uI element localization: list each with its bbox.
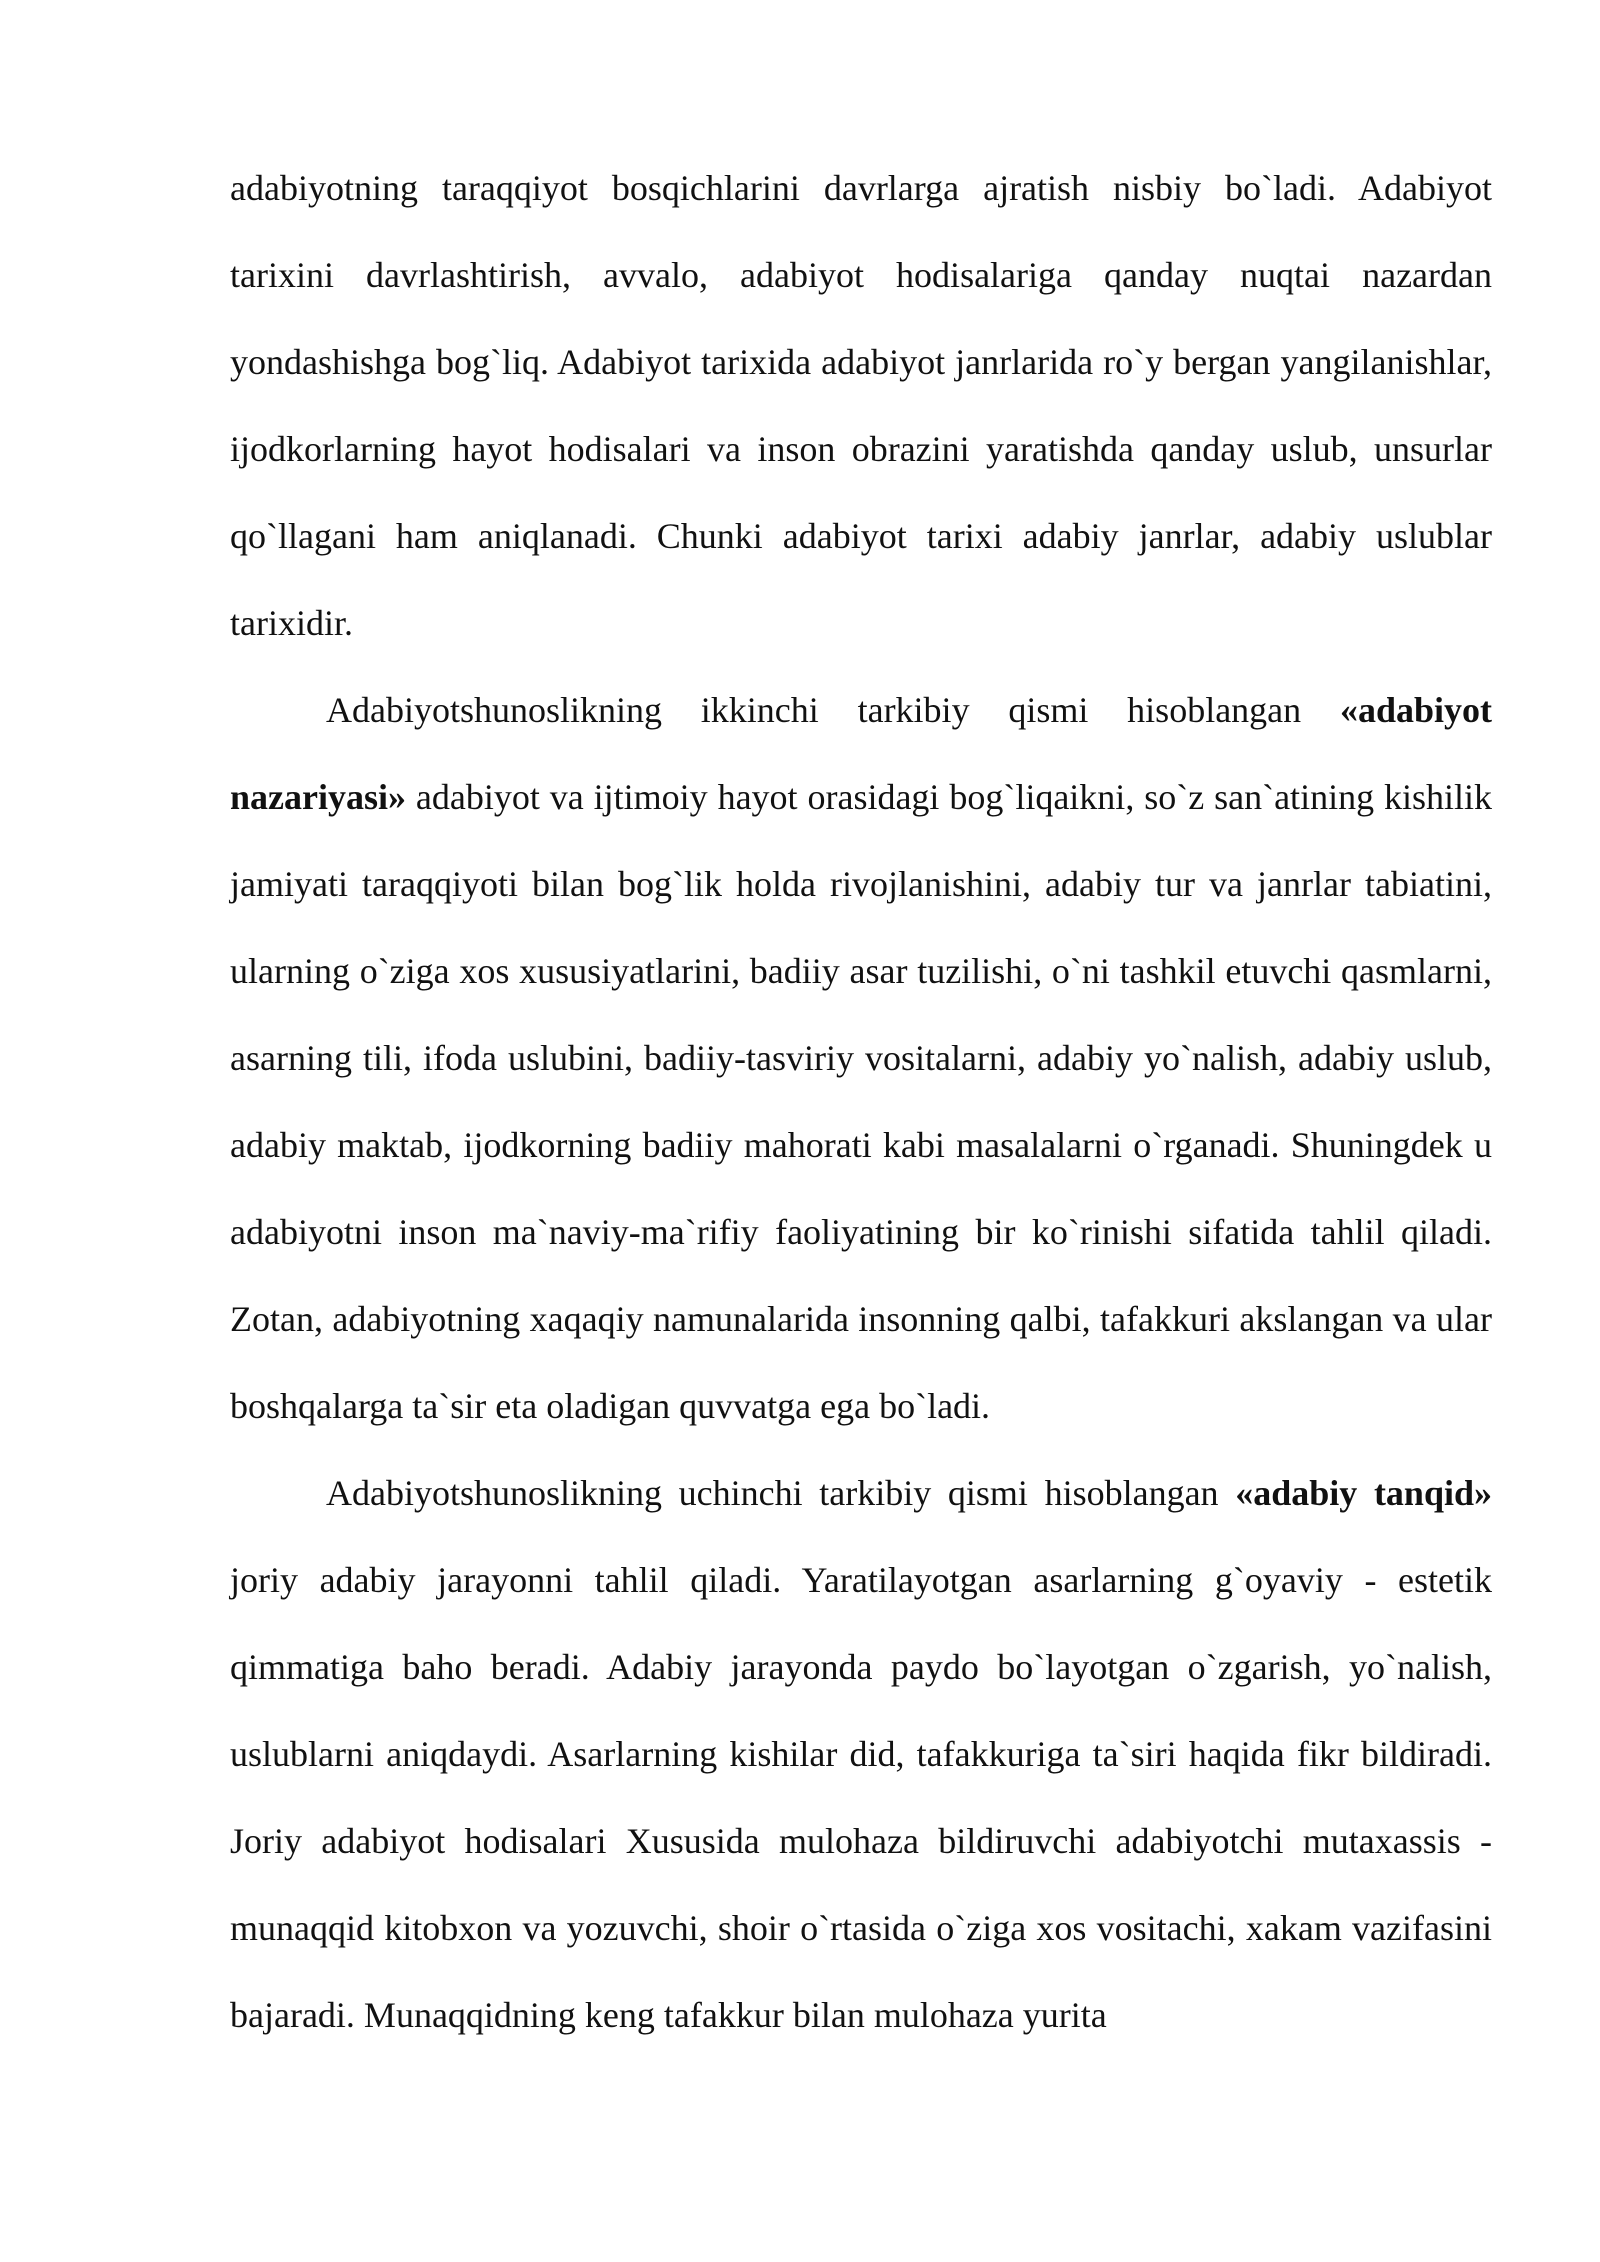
paragraph-literary-criticism-intro: Adabiyotshunoslikning uchinchi tarkibiy qismi hisoblangan [326,1473,1236,1513]
term-adabiy-tanqid: «adabiy tanqid» [1235,1473,1492,1513]
paragraph-literary-theory-intro: Adabiyotshunoslikning ikkinchi tarkibiy qismi hisoblangan [326,690,1340,730]
paragraph-literary-theory [230,667,1492,1450]
term-adabiyot-nazariyasi: «adabiyot nazariyasi» [230,690,1492,817]
paragraph-literary-history: adabiyotning taraqqiyot bosqichlarini davrlarga ajratish nisbiy bo`ladi. Adabiyot tarixini davrlashtirish, avvalo, adabiyot hodisalariga qanday nuqtai nazardan yondashishga bog`liq. Adabiyot tarixida adabiyot janrlarida ro`y bergan yangilanishlar, ijodkorlarning hayot hodisalari va inson obrazini yaratishda qanday uslub, unsurlar qo`llagani ham aniqlanadi. Chunki adabiyot tarixi adabiy janrlar, adabiy uslublar tarixidir. [230,168,1492,643]
paragraph-literary-criticism [230,1450,1492,2059]
paragraph-literary-criticism-body: joriy adabiy jarayonni tahlil qiladi. Yaratilayotgan asarlarning g`oyaviy - estetik qimmatiga baho beradi. Adabiy jarayonda paydo bo`layotgan o`zgarish, yo`nalish, uslublarni aniqdaydi. Asarlarning kishilar did, tafakkuriga ta`siri haqida fikr bildiradi. Joriy adabiyot hodisalari Xususida mulohaza bildiruvchi adabiyotchi mutaxassis - munaqqid kitobxon va yozuvchi, shoir o`rtasida o`ziga xos vositachi, xakam vazifasini bajaradi. Munaqqidning keng tafakkur bilan mulohaza yurita [230,1560,1492,2035]
paragraph-literary-theory-body: adabiyot va ijtimoiy hayot orasidagi bog`liqaikni, so`z san`atining kishilik jamiyati taraqqiyoti bilan bog`lik holda rivojlanishini, adabiy tur va janrlar tabiatini, ularning o`ziga xos xususiyatlarini, badiiy asar tuzilishi, o`ni tashkil etuvchi qasmlarni, asarning tili, ifoda uslubini, badiiy-tasviriy vositalarni, adabiy yo`nalish, adabiy uslub, adabiy maktab, ijodkorning badiiy mahorati kabi masalalarni o`rganadi. Shuningdek u adabiyotni inson ma`naviy-ma`rifiy faoliyatining bir ko`rinishi sifatida tahlil qiladi. Zotan, adabiyotning xaqaqiy namunalarida insonning qalbi, tafakkuri akslangan va ular boshqalarga ta`sir eta oladigan quvvatga ega bo`ladi. [230,777,1492,1426]
document-page [230,145,1492,2059]
